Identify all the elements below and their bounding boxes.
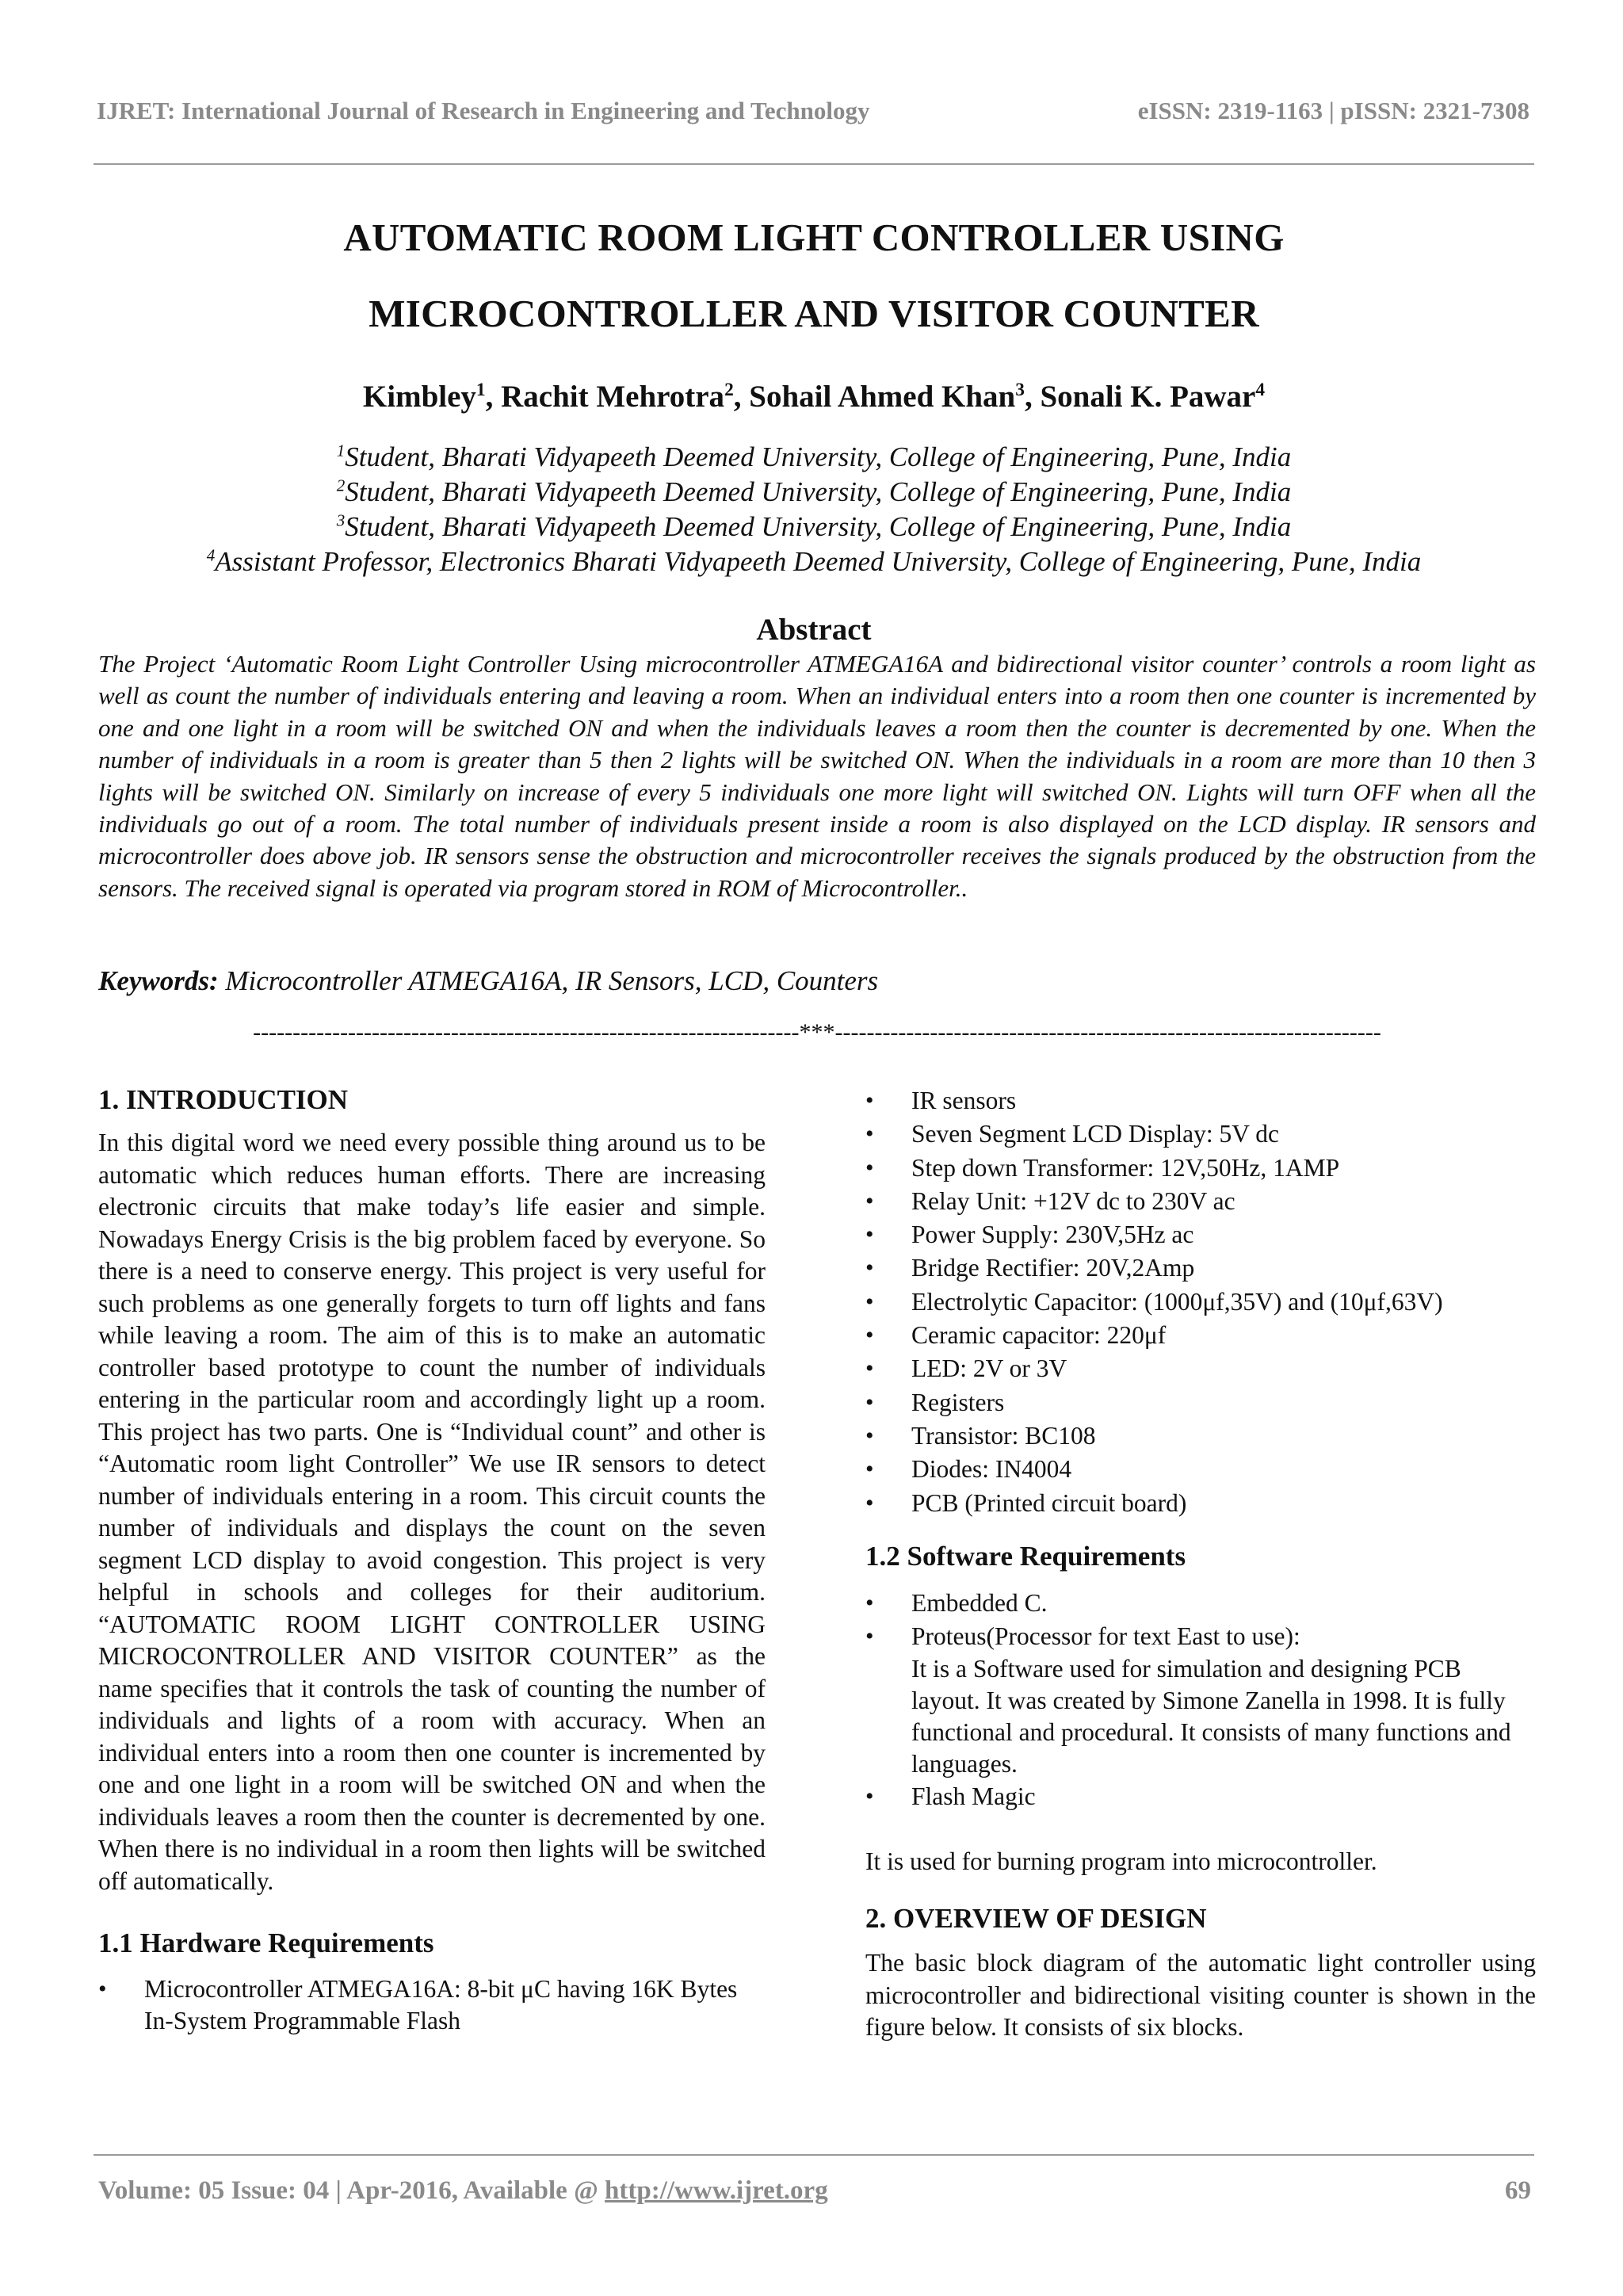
software-list [865,1587,1536,1654]
running-header [97,97,1529,125]
author-list [94,379,1534,415]
affiliation: $^2$Student, Bharati Vidyapeeth Deemed University, College of Engineering, Pune, India [336,476,1292,507]
page-footer [98,2176,1531,2206]
journal-name: IJRET: International Journal of Research in Engineering and Technology [97,97,870,124]
page-number: 69 [1505,2176,1531,2205]
list-item: • Relay Unit: +12V dc to 230V ac [865,1185,1536,1218]
list-item: • Embedded C. [865,1587,1536,1620]
author: Sohail Ahmed Khan$^3$, [749,380,1041,414]
keywords-label: Keywords: [98,965,219,996]
author: Rachit Mehrotra$^2$, [501,380,750,414]
journal-link[interactable]: http://www.ijret.org [605,2176,828,2205]
keywords-text: Microcontroller ATMEGA16A, IR Sensors, LCD, Counters [218,965,879,996]
proteus-description: It is a Software used for simulation and designing PCB layout. It was created by Simone Zanella in 1998. It is fully functional and procedural. It consists of many functions and languages. [911,1655,1511,1778]
hardware-heading: 1.1 Hardware Requirements [98,1927,434,1958]
header-rule [94,163,1534,165]
list-item: • Step down Transformer: 12V,50Hz, 1AMP [865,1152,1536,1185]
list-item: • Seven Segment LCD Display: 5V dc [865,1117,1536,1151]
intro-heading: 1. INTRODUCTION [98,1084,349,1115]
list-item: • Transistor: BC108 [865,1419,1536,1453]
hardware-list-start [98,1973,766,2037]
overview-heading: 2. OVERVIEW OF DESIGN [865,1903,1207,1935]
paper-title [94,200,1534,352]
software-list-cont [865,1780,1536,1813]
issn: eISSN: 2319-1163 | pISSN: 2321-7308 [1137,97,1529,124]
title-line-1: AUTOMATIC ROOM LIGHT CONTROLLER USING [343,216,1285,259]
overview-body: The basic block diagram of the automatic light controller using microcontroller and bidirectional visiting counter is shown in the figure below. It consists of six blocks. [865,1949,1536,2042]
footer-rule [94,2154,1534,2156]
list-item: • LED: 2V or 3V [865,1352,1536,1385]
left-column [98,1084,766,2037]
author: Kimbley$^1$, [362,380,502,414]
right-column [865,1084,1536,2044]
affiliation: $^3$Student, Bharati Vidyapeeth Deemed University, College of Engineering, Pune, India [336,510,1292,542]
list-item: • IR sensors [865,1084,1536,1117]
flash-magic-description: It is used for burning program into microcontroller. [865,1847,1377,1875]
abstract-body: The Project ‘Automatic Room Light Controller Using microcontroller ATMEGA16A and bidirectional visitor counter’ controls a room light as well as count the number of individuals entering and leaving a room. When an individual enters into a room then one counter is incremented by one and one light in a room will be switched ON and when the individuals leaves a room then the counter is decremented by one. When the number of individuals in a room is greater than 5 then 2 lights will be switched ON. When the individuals in a room are more than 10 then 3 lights will be switched ON. Similarly on increase of every 5 individuals one more light will switched ON. Lights will turn OFF when all the individuals go out of a room. The total number of individuals present inside a room is also displayed on the LCD display. IR sensors and microcontroller does above job. IR sensors sense the obstruction and microcontroller receives the signals produced by the obstruction from the sensors. The received signal is operated via program stored in ROM of Microcontroller.. [98,650,1536,902]
affiliation: $^4$Assistant Professor, Electronics Bharati Vidyapeeth Deemed University, College of Engineering, Pune, India [206,545,1422,577]
footer-volume: Volume: 05 Issue: 04 | Apr-2016, Available @ http://www.ijret.org [98,2176,828,2205]
list-item: • PCB (Printed circuit board) [865,1487,1536,1520]
software-heading: 1.2 Software Requirements [865,1540,1186,1572]
affiliation: $^1$Student, Bharati Vidyapeeth Deemed University, College of Engineering, Pune, India [336,441,1292,472]
hardware-list [865,1084,1536,1520]
intro-body: In this digital word we need every possible thing around us to be automatic which reduces human efforts. There are increasing electronic circuits that make today’s life easier and simple. Nowadays Energy Crisis is the big problem faced by everyone. So there is a need to conserve energy. This project is very useful for such problems as one generally forgets to turn off lights and fans while leaving a room. The aim of this is to make an automatic controller based prototype to count the number of individuals entering in the particular room and accordingly light up a room. This project has two parts. One is “Individual count” and other is “Automatic room light Controller” We use IR sensors to detect number of individuals entering in a room. This circuit counts the number of individuals and displays the count on the seven segment LCD display to avoid congestion. This project is very helpful in schools and colleges for their auditorium. “AUTOMATIC ROOM LIGHT CONTROLLER USING MICROCONTROLLER AND VISITOR COUNTER” as the name specifies that it controls the task of counting the number of individuals and lights of a room with accuracy. When an individual enters into a room then one counter is incremented by one and one light in a room will be switched ON and when the individuals leaves a room then the counter is decremented by one. When there is no individual in a room then lights will be switched off automatically. [98,1129,766,1895]
list-item: • Microcontroller ATMEGA16A: 8-bit μC having 16K Bytes In-System Programmable Flash [98,1973,766,2037]
section-separator: ---------------------------------------------------------------------***--------------------------------------------------------------------- [253,1019,1381,1045]
list-item: • Proteus(Processor for text East to use): [865,1620,1536,1653]
keywords [98,965,1536,997]
title-line-2: MICROCONTROLLER AND VISITOR COUNTER [369,292,1259,335]
list-item: • Flash Magic [865,1780,1536,1813]
list-item: • Bridge Rectifier: 20V,2Amp [865,1251,1536,1285]
list-item: • Power Supply: 230V,5Hz ac [865,1218,1536,1251]
list-item: • Electrolytic Capacitor: (1000μf,35V) and (10μf,63V) [865,1286,1536,1319]
affiliations [94,440,1534,579]
author: Sonali K. Pawar$^4$ [1040,380,1266,414]
list-item: • Ceramic capacitor: 220μf [865,1319,1536,1352]
list-item: • Registers [865,1386,1536,1419]
abstract-heading: Abstract [756,613,872,647]
list-item: • Diodes: IN4004 [865,1453,1536,1486]
